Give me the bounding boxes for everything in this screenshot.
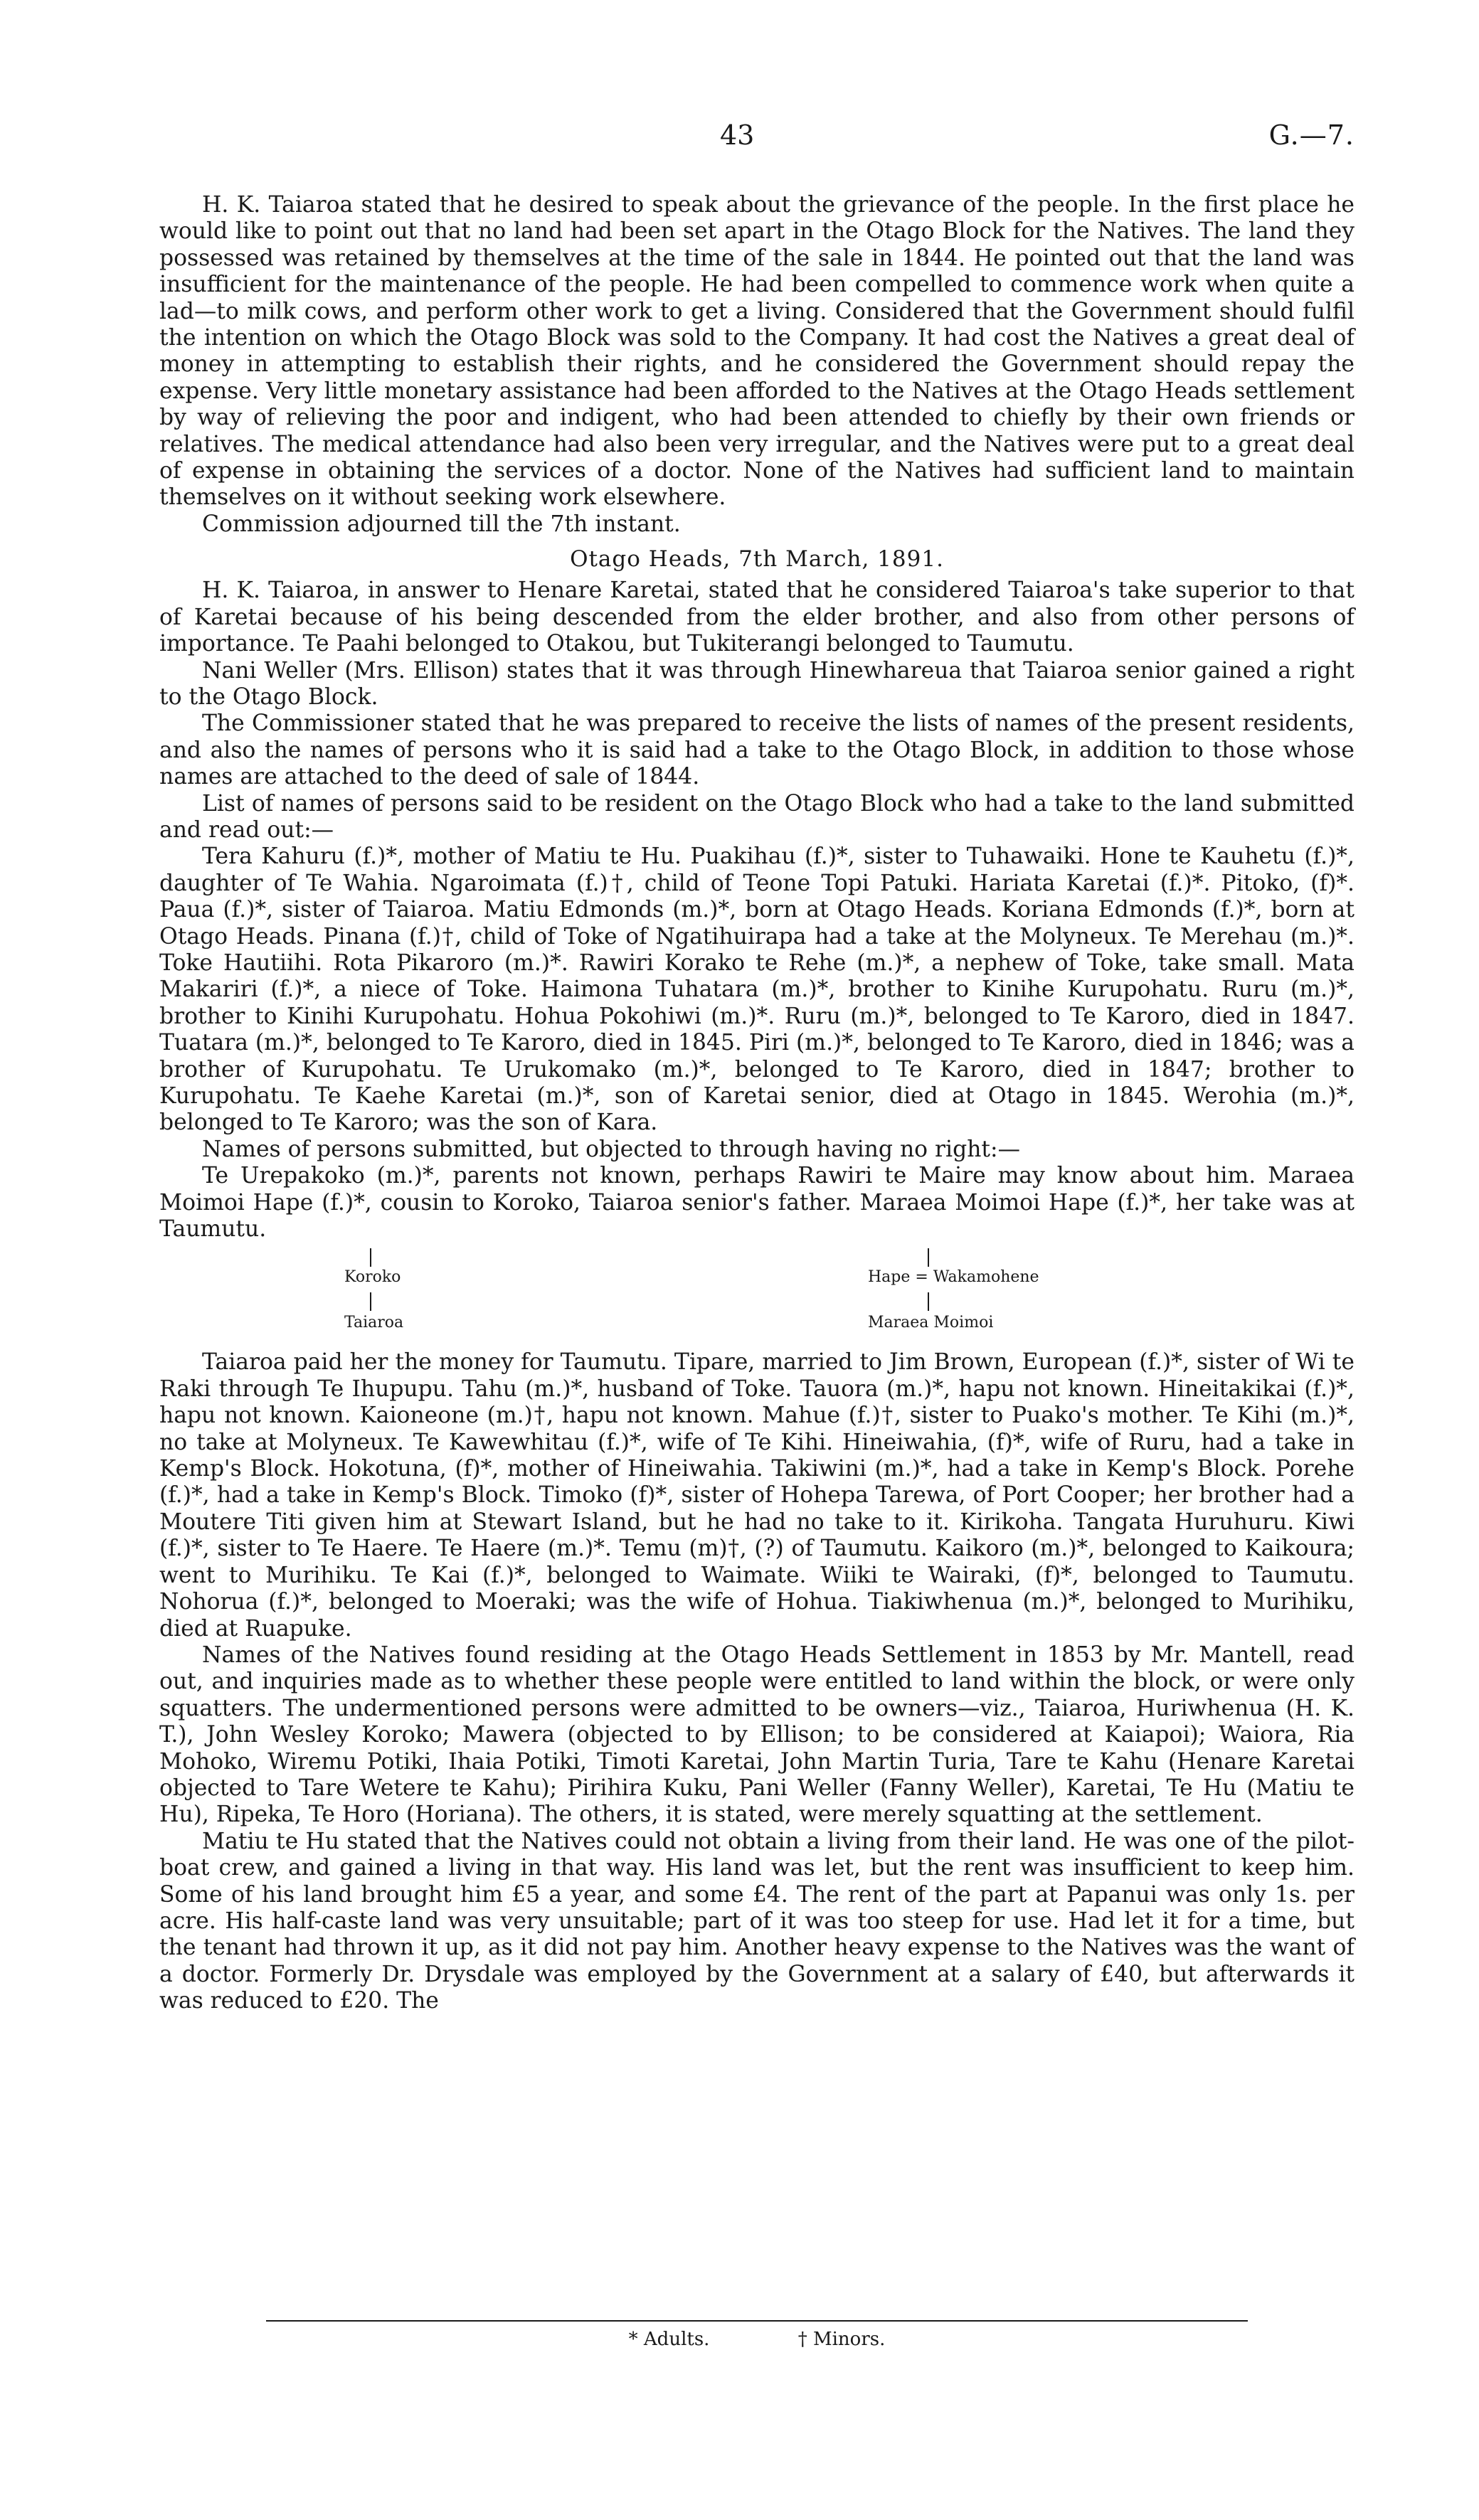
paragraph-taiaroa-answer: H. K. Taiaroa, in answer to Henare Karetai, stated that he considered Taiaroa's take superior to that of Karetai because of his being descended from the elder brother, and also from other persons of importance. Te Paahi belonged to Otakou, but Tukiterangi belonged to Taumutu. bbox=[159, 578, 1355, 657]
genealogy-right-parents: Hape = Wakamohene bbox=[868, 1268, 1039, 1287]
footnotes bbox=[159, 2320, 1355, 2350]
paragraph-matiu-te-hu: Matiu te Hu stated that the Natives could not obtain a living from their land. He was one of the pilot-boat crew, and gained a living in that way. His land was let, but the rent was insufficient to keep him. Some of his land brought him £5 a year, and some £4. The rent of the part at Papanui was only 1s. per acre. His half-caste land was very unsuitable; part of it was too steep for use. Had let it for a time, but the tenant had thrown it up, as it did not pay him. Another heavy expense to the Natives was the want of a doctor. Formerly Dr. Drysdale was employed by the Government at a salary of £40, but afterwards it was reduced to £20. The bbox=[159, 1828, 1355, 2014]
paragraph-adjournment: Commission adjourned till the 7th instant. bbox=[202, 511, 681, 537]
genealogy-line-right-child bbox=[928, 1292, 929, 1311]
footnote-rule bbox=[266, 2320, 1248, 2322]
session-dateline: Otago Heads, 7th March, 1891. bbox=[570, 546, 944, 573]
paragraph-more-names: Taiaroa paid her the money for Taumutu. Tipare, married to Jim Brown, European (f.)*, sister of Wi te Raki through Te Ihupupu. Tahu (m.)*, husband of Toke. Tauora (m.)*, hapu not known. Hineitakikai (f.)*, hapu not known. Kaioneone (m.)†, hapu not known. Mahue (f.)†, sister to Puako's mother. Te Kihi (m.)*, no take at Molyneux. Te Kawewhitau (f.)*, wife of Te Kihi. Hineiwahia, (f)*, wife of Ruru, had a take in Kemp's Block. Hokotuna, (f)*, mother of Hineiwahia. Takiwini (m.)*, had a take in Kemp's Block. Porehe (f.)*, had a take in Kemp's Block. Timoko (f)*, sister of Hohepa Tarewa, of Port Cooper; her brother had a Moutere Titi given him at Stewart Island, but he had no take to it. Kirikoha. Tangata Huruhuru. Kiwi (f.)*, sister to Te Haere. Te Haere (m.)*. Temu (m)†, (?) of Taumutu. Kaikoro (m.)*, belonged to Kaikoura; went to Murihiku. Te Kai (f.)*, belonged to Waimate. Wiiki te Wairaki, (f)*, belonged to Taumutu. Nohorua (f.)*, belonged to Moeraki; was the wife of Hohua. Tiakiwhenua (m.)*, belonged to Murihiku, died at Ruapuke. bbox=[159, 1349, 1355, 1642]
paragraph-nani-weller: Nani Weller (Mrs. Ellison) states that it was through Hinewhareua that Taiaroa senior gained a right to the Otago Block. bbox=[159, 657, 1355, 710]
genealogy-line-left-child bbox=[370, 1292, 371, 1311]
genealogy-line-left-top bbox=[370, 1248, 371, 1267]
genealogy-left-child: Taiaroa bbox=[344, 1314, 404, 1332]
page-header bbox=[0, 119, 1479, 162]
paragraph-resident-names: Tera Kahuru (f.)*, mother of Matiu te Hu. Puakihau (f.)*, sister to Tuhawaiki. Hone te Kauhetu (f.)*, daughter of Te Wahia. Ngaroimata (f.)†, child of Teone Topi Patuki. Hariata Karetai (f.)*. Pitoko, (f)*. Paua (f.)*, sister of Taiaroa. Matiu Edmonds (m.)*, born at Otago Heads. Koriana Edmonds (f.)*, born at Otago Heads. Pinana (f.)†, child of Toke of Ngatihuirapa had a take at the Molyneux. Te Merehau (m.)*. Toke Hautiihi. Rota Pikaroro (m.)*. Rawiri Korako te Rehe (m.)*, a nephew of Toke, take small. Mata Makariri (f.)*, a niece of Toke. Haimona Tuhatara (m.)*, brother to Kinihe Kurupohatu. Ruru (m.)*, brother to Kinihi Kurupohatu. Hohua Pokohiwi (m.)*. Ruru (m.)*, belonged to Te Karoro, died in 1847. Tuatara (m.)*, belonged to Te Karoro, died in 1845. Piri (m.)*, belonged to Te Karoro, died in 1846; was a brother of Kurupohatu. Te Urukomako (m.)*, belonged to Te Karoro, died in 1847; brother to Kurupohatu. Te Kaehe Karetai (m.)*, son of Karetai senior, died at Otago in 1845. Werohia (m.)*, belonged to Te Karoro; was the son of Kara. bbox=[159, 844, 1355, 1136]
genealogy-diagram bbox=[159, 1248, 1355, 1345]
page-number: 43 bbox=[720, 119, 755, 151]
footnote-minors: † Minors. bbox=[797, 2329, 886, 2350]
paragraph-list-intro: List of names of persons said to be resident on the Otago Block who had a take to the land submitted and read out:— bbox=[159, 790, 1355, 843]
document-body bbox=[159, 192, 1355, 2015]
genealogy-line-right-top bbox=[928, 1248, 929, 1267]
document-code: G.—7. bbox=[1268, 119, 1355, 151]
footnote-adults: * Adults. bbox=[628, 2329, 710, 2350]
paragraph-objected-names: Te Urepakoko (m.)*, parents not known, perhaps Rawiri te Maire may know about him. Maraea Moimoi Hape (f.)*, cousin to Koroko, Taiaroa senior's father. Maraea Moimoi Hape (f.)*, her take was at Taumutu. bbox=[159, 1163, 1355, 1243]
paragraph-taiaroa-grievance: H. K. Taiaroa stated that he desired to speak about the grievance of the people. In the first place he would like to point out that no land had been set apart in the Otago Block for the Natives. The land they possessed was retained by themselves at the time of the sale in 1844. He pointed out that the land was insufficient for the maintenance of the people. He had been compelled to commence work when quite a lad—to milk cows, and perform other work to get a living. Considered that the Government should fulfil the intention on which the Otago Block was sold to the Company. It had cost the Natives a great deal of money in attempting to establish their rights, and he considered the Government should repay the expense. Very little monetary assistance had been afforded to the Natives at the Otago Heads settlement by way of relieving the poor and indigent, who had been attended to chiefly by their own friends or relatives. The medical attendance had also been very irregular, and the Natives were put to a great deal of expense in obtaining the services of a doctor. None of the Natives had sufficient land to maintain themselves on it without seeking work elsewhere. bbox=[159, 192, 1355, 511]
paragraph-objected-intro: Names of persons submitted, but objected to through having no right:— bbox=[202, 1136, 1020, 1162]
genealogy-right-child: Maraea Moimoi bbox=[868, 1314, 994, 1332]
paragraph-commissioner: The Commissioner stated that he was prepared to receive the lists of names of the present residents, and also the names of persons who it is said had a take to the Otago Block, in addition to those whose names are attached to the deed of sale of 1844. bbox=[159, 711, 1355, 790]
footnote-legend bbox=[159, 2329, 1355, 2350]
paragraph-mantell-list: Names of the Natives found residing at the Otago Heads Settlement in 1853 by Mr. Mantell, read out, and inquiries made as to whether these people were entitled to land within the block, or were only squatters. The undermentioned persons were admitted to be owners—viz., Taiaroa, Huriwhenua (H. K. T.), John Wesley Koroko; Mawera (objected to by Ellison; to be considered at Kaiapoi); Waiora, Ria Mohoko, Wiremu Potiki, Ihaia Potiki, Timoti Karetai, John Martin Turia, Tare te Kahu (Henare Karetai objected to Tare Wetere te Kahu); Pirihira Kuku, Pani Weller (Fanny Weller), Karetai, Te Hu (Matiu te Hu), Ripeka, Te Horo (Horiana). The others, it is stated, were merely squatting at the settlement. bbox=[159, 1642, 1355, 1828]
genealogy-left-parent: Koroko bbox=[344, 1268, 401, 1287]
